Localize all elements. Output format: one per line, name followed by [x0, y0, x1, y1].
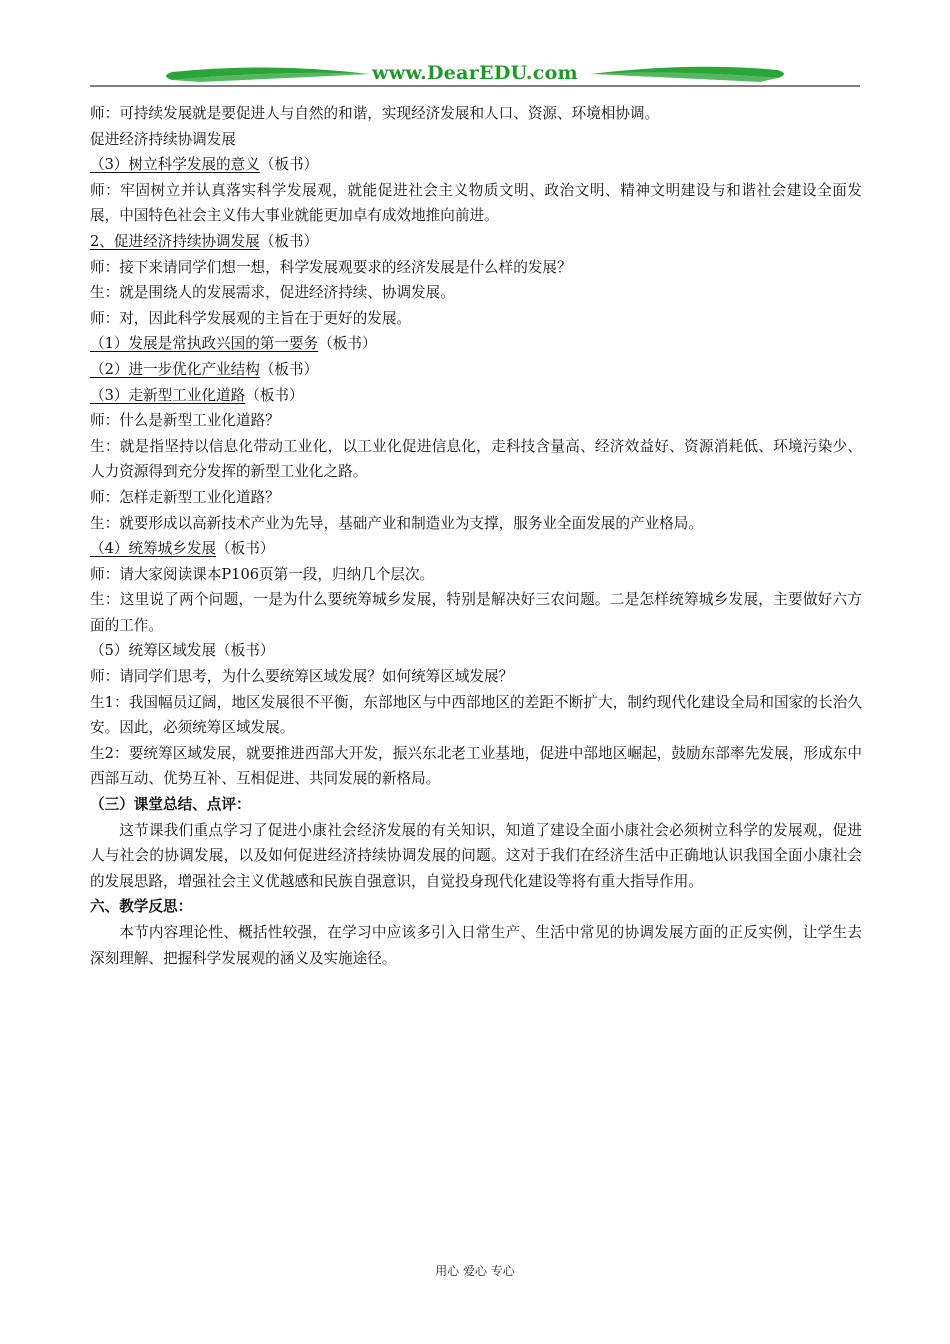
line-text: （三）课堂总结、点评： [90, 796, 251, 814]
text-line [90, 127, 862, 153]
section-heading: （2）进一步优化产业结构 [90, 360, 260, 378]
board-note: （板书） [245, 386, 304, 404]
text-line [90, 255, 862, 281]
board-note: （板书） [259, 156, 319, 174]
text-line [90, 690, 862, 741]
section-heading: 2、促进经济持续协调发展 [90, 232, 260, 250]
line-text: 六、教学反思： [90, 898, 193, 916]
line-text: 生：就要形成以高新技术产业为先导，基础产业和制造业为支撑，服务业全面发展的产业格局。 [90, 514, 703, 532]
line-text: 促进经济持续协调发展 [90, 130, 236, 148]
section-heading: （1）发展是常执政兴国的第一要务 [90, 335, 319, 353]
text-line [90, 101, 862, 127]
line-text: 这节课我们重点学习了促进小康社会经济发展的有关知识，知道了建设全面小康社会必须树立科学的发展观，促进人与社会的协调发展，以及如何促进经济持续协调发展的问题。这对于我们在经济生活中正确地认识我国全面小康社会的发展思路，增强社会主义优越感和民族自强意识，自觉投身现代化建设等将有重大指导作用。 [90, 821, 862, 890]
text-line [90, 664, 862, 690]
line-text: 生：就是围绕人的发展需求，促进经济持续、协调发展。 [90, 284, 455, 302]
text-line [90, 331, 862, 357]
line-text: 师：对，因此科学发展观的主旨在于更好的发展。 [90, 309, 412, 327]
page-footer: 用心 爱心 专心 [435, 1264, 515, 1278]
line-text: 师：接下来请同学们想一想，科学发展观要求的经济发展是什么样的发展？ [90, 258, 572, 276]
text-line [90, 562, 862, 588]
section-heading: （3）树立科学发展的意义 [90, 156, 260, 174]
text-line [90, 536, 862, 562]
text-line [90, 792, 862, 818]
text-line [90, 357, 862, 383]
text-line [90, 383, 862, 409]
text-line [90, 485, 862, 511]
line-text: 生：这里说了两个问题，一是为什么要统筹城乡发展，特别是解决好三农问题。二是怎样统筹城乡发展，主要做好六方面的工作。 [90, 591, 862, 634]
line-text: 师：请大家阅读课本P106页第一段，归纳几个层次。 [90, 565, 435, 583]
line-text: 师：牢固树立并认真落实科学发展观，就能促进社会主义物质文明、政治文明、精神文明建设与和谐社会建设全面发展，中国特色社会主义伟大事业就能更加卓有成效地推向前进。 [90, 181, 862, 225]
board-note: （板书） [318, 335, 377, 353]
text-line [90, 229, 862, 255]
page-header [90, 58, 860, 90]
text-line [90, 894, 862, 920]
text-line [90, 280, 862, 306]
text-line [90, 511, 862, 537]
line-text: 本节内容理论性、概括性较强，在学习中应该多引入日常生产、生活中常见的协调发展方面的正反实例，让学生去深刻理解、把握科学发展观的涵义及实施途径。 [90, 924, 862, 967]
board-note: （板书） [259, 360, 319, 378]
text-line [90, 408, 862, 434]
text-line [90, 920, 862, 971]
text-line [90, 434, 862, 485]
section-heading: （4）统筹城乡发展 [90, 540, 217, 558]
text-line [90, 638, 862, 664]
line-text: 师：可持续发展就是要促进人与自然的和谐，实现经济发展和人口、资源、环境相协调。 [90, 105, 660, 122]
text-line [90, 587, 862, 638]
text-line [90, 152, 862, 178]
line-text: 师：什么是新型工业化道路？ [90, 412, 280, 430]
line-text: 师：请同学们思考，为什么要统筹区域发展？如何统筹区域发展？ [90, 668, 514, 686]
board-note: （板书） [259, 232, 319, 250]
line-text: 生：就是指坚持以信息化带动工业化，以工业化促进信息化，走科技含量高、经济效益好、资源消耗低、环境污染少、人力资源得到充分发挥的新型工业化之路。 [90, 437, 862, 481]
line-text: 生1：我国幅员辽阔，地区发展很不平衡，东部地区与中西部地区的差距不断扩大，制约现代化建设全局和国家的长治久安。因此，必须统筹区域发展。 [90, 693, 862, 737]
text-line [90, 818, 862, 895]
document-body [90, 101, 862, 971]
text-line [90, 741, 862, 792]
line-text: 生2：要统筹区域发展，就要推进西部大开发，振兴东北老工业基地，促进中部地区崛起，鼓励东部率先发展，形成东中西部互动、优势互补、互相促进、共同发展的新格局。 [90, 744, 862, 788]
site-logo-text[interactable]: www.DearEDU.com [372, 62, 578, 84]
text-line [90, 306, 862, 332]
text-line [90, 178, 862, 229]
section-heading: （3）走新型工业化道路 [90, 386, 246, 404]
line-text: 师：怎样走新型工业化道路？ [90, 488, 280, 506]
line-text: （5）统筹区域发展（板书） [90, 642, 275, 660]
board-note: （板书） [216, 540, 275, 558]
